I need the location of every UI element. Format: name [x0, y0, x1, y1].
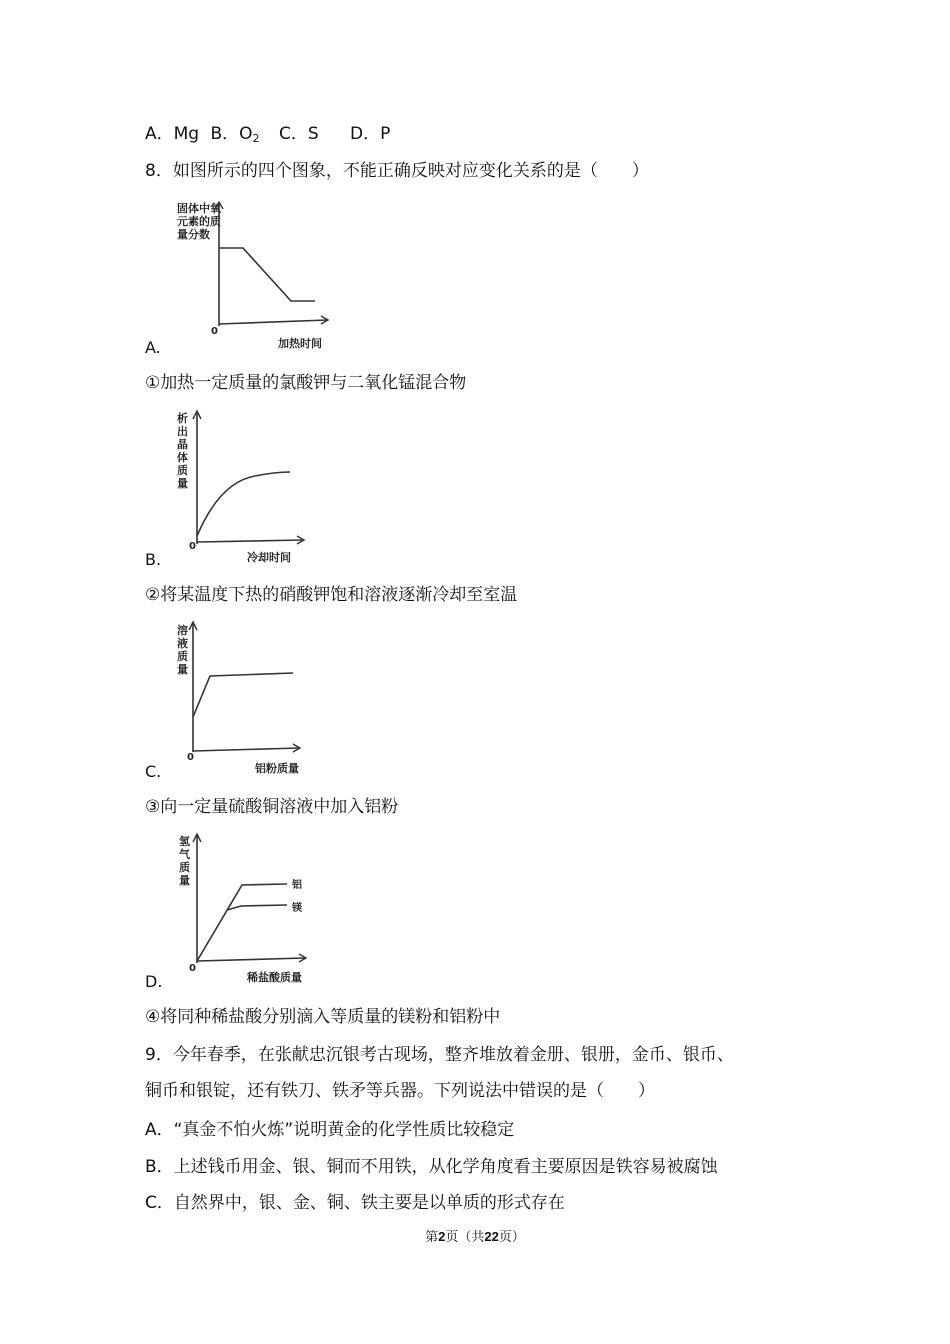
graph-b-plot [175, 410, 345, 550]
q8-option-a-caption: ①加热一定质量的氯酸钾与二氧化锰混合物 [145, 373, 467, 393]
graph-d-xlabel: 稀盐酸质量 [247, 971, 302, 984]
q8-option-b-caption: ②将某温度下热的硝酸钾饱和溶液逐渐冷却至室温 [145, 585, 518, 605]
graph-a [175, 198, 345, 348]
graph-c-ylabel: 溶液质量 [177, 624, 188, 676]
q8-option-b-label: B. [145, 550, 162, 569]
graph-d-series-magnesium [227, 905, 287, 910]
graph-a-xlabel: 加热时间 [278, 337, 322, 350]
graph-d-series-label-magnesium: 镁 [292, 903, 302, 914]
graph-b-xlabel: 冷却时间 [247, 551, 291, 564]
graph-d-x-axis [197, 958, 305, 961]
q7-option-b: B．$O_2$ [210, 124, 260, 145]
footer-total-pages: 22 [484, 1229, 499, 1244]
graph-a-ylabel: 固体中氧元素的质量分数 [177, 202, 221, 241]
q9-option-c: C．自然界中，银、金、铜、铁主要是以单质的形式存在 [145, 1193, 565, 1213]
q9-option-a: A．“真金不怕火炼”说明黄金的化学性质比较稳定 [145, 1120, 515, 1140]
graph-d [175, 833, 365, 988]
graph-d-origin: 0 [189, 963, 196, 974]
graph-d-series-aluminum [197, 884, 287, 961]
q8-stem: 8．如图所示的四个图象，不能正确反映对应变化关系的是（ ） [145, 161, 649, 181]
graph-a-plot [175, 198, 345, 333]
q8-option-d-caption: ④将同种稀盐酸分别滴入等质量的镁粉和铝粉中 [145, 1007, 501, 1027]
footer-prefix: 第 [425, 1230, 439, 1245]
q8-option-d-label: D. [145, 972, 163, 991]
footer-suffix: 页） [498, 1230, 525, 1245]
q9-stem-line2: 铜币和银锭，还有铁刀、铁矛等兵器。下列说法中错误的是（ ） [145, 1081, 655, 1101]
graph-d-plot [175, 833, 365, 973]
graph-b-curve [197, 472, 290, 536]
q8-option-c-caption: ③向一定量硫酸铜溶液中加入铝粉 [145, 797, 399, 817]
graph-c-origin: 0 [187, 752, 194, 763]
graph-c-x-axis [193, 748, 299, 751]
graph-d-series-label-aluminum: 铝 [292, 880, 302, 891]
q7-option-d: D．P [350, 124, 391, 144]
graph-b [175, 410, 345, 565]
graph-c-curve [193, 673, 293, 717]
graph-c-xlabel: 铝粉质量 [255, 762, 299, 775]
q9-option-b: B．上述钱币用金、银、铜而不用铁，从化学角度看主要原因是铁容易被腐蚀 [145, 1157, 718, 1177]
graph-b-origin: 0 [189, 541, 196, 552]
q7-options [145, 123, 390, 150]
graph-b-ylabel: 析出晶体质量 [177, 412, 188, 490]
graph-c [175, 620, 345, 775]
graph-c-plot [175, 620, 345, 760]
q7-option-a: A．Mg [145, 124, 200, 144]
graph-a-curve [219, 248, 315, 301]
graph-a-x-axis [219, 320, 327, 324]
q8-option-a-label: A. [145, 338, 161, 357]
graph-b-x-axis [197, 540, 303, 542]
q7-option-c: C．S [278, 124, 319, 144]
q8-option-c-label: C. [145, 762, 162, 781]
graph-a-origin: 0 [211, 326, 218, 337]
page-footer [0, 1226, 950, 1245]
footer-page-number: 2 [438, 1229, 446, 1244]
footer-middle: 页（共 [445, 1230, 485, 1245]
graph-d-ylabel: 氢气质量 [179, 835, 190, 887]
q9-stem-line1: 9．今年春季，在张献忠沉银考古现场，整齐堆放着金册、银册，金币、银币、 [145, 1045, 734, 1065]
